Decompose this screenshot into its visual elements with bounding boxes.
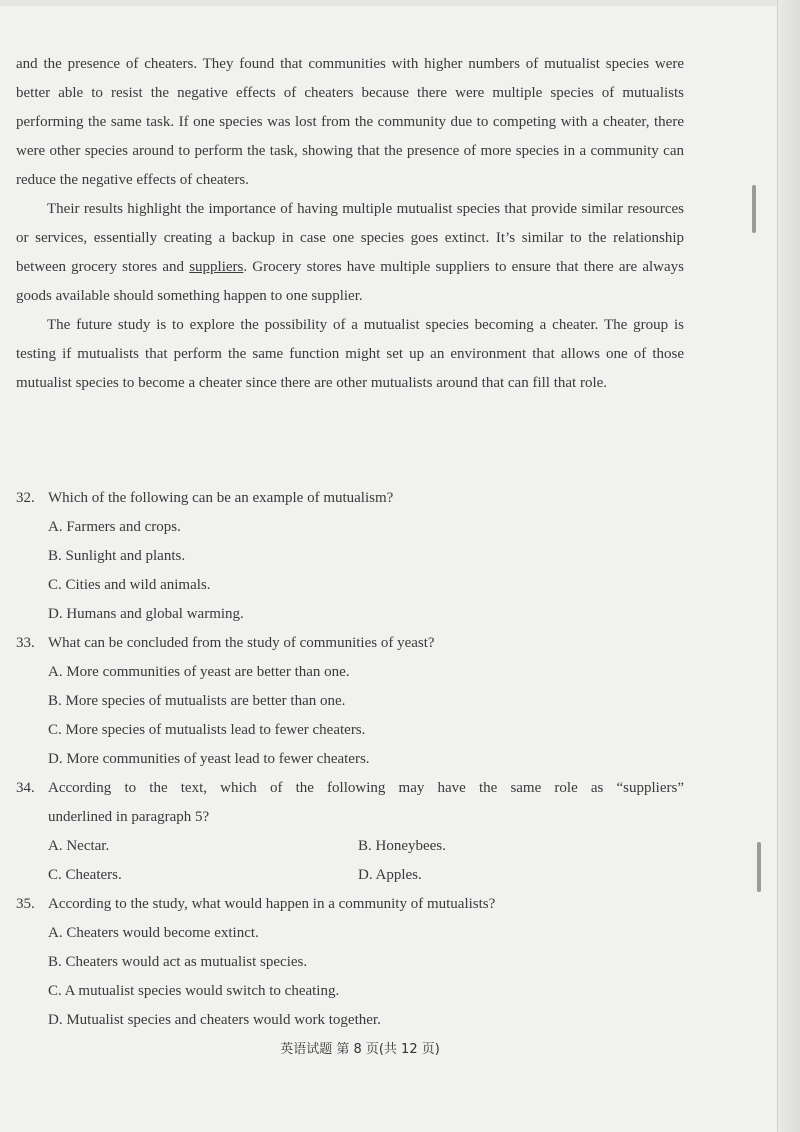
option-a[interactable]: A. Farmers and crops.	[48, 519, 181, 535]
question-33	[16, 629, 684, 774]
option-c[interactable]: C. Cities and wild animals.	[48, 577, 211, 593]
option-c[interactable]: C. Cheaters.	[48, 867, 122, 883]
option-b[interactable]: B. More species of mutualists are better than one.	[48, 693, 346, 709]
question-number: 33.	[16, 635, 35, 651]
option-a[interactable]: A. Cheaters would become extinct.	[48, 925, 259, 941]
question-32	[16, 484, 684, 629]
question-number: 34.	[16, 780, 35, 796]
binding-mark	[757, 842, 761, 892]
page-top-edge	[0, 0, 800, 6]
option-d[interactable]: D. More communities of yeast lead to fewer cheaters.	[48, 751, 370, 767]
question-stem: What can be concluded from the study of communities of yeast?	[48, 635, 435, 651]
question-stem: Which of the following can be an example of mutualism?	[48, 490, 394, 506]
option-d[interactable]: D. Apples.	[358, 867, 422, 883]
option-b[interactable]: B. Sunlight and plants.	[48, 548, 186, 564]
question-34	[16, 774, 684, 890]
option-d[interactable]: D. Mutualist species and cheaters would work together.	[48, 1012, 381, 1028]
page-right-edge	[777, 0, 800, 1132]
page-footer: 英语试题 第 8 页(共 12 页)	[280, 1042, 440, 1057]
question-stem: According to the study, what would happen in a community of mutualists?	[48, 896, 496, 912]
question-list	[16, 484, 684, 1035]
question-stem-line-2: underlined in paragraph 5?	[48, 809, 210, 825]
paragraph-2-text-end: . Grocery stores have multiple suppliers to ensure that there are always goods available should something happen to one supplier.	[16, 259, 685, 304]
option-a[interactable]: A. More communities of yeast are better than one.	[48, 664, 350, 680]
paragraph-2-text-start: Their results highlight the importance of having multiple mutualist species that provide similar resources or services, essentially creating a backup in case one species goes extinct. It’s similar to the relationship between grocery stores and	[16, 201, 684, 275]
option-c[interactable]: C. More species of mutualists lead to fewer cheaters.	[48, 722, 366, 738]
option-a[interactable]: A. Nectar.	[48, 838, 110, 854]
option-d[interactable]: D. Humans and global warming.	[48, 606, 244, 622]
question-stem-line-1: According to the text, which of the following may have the same role as “suppliers”	[48, 780, 684, 796]
passage-paragraph-1: and the presence of cheaters. They found that communities with higher numbers of mutualist species were better able to resist the negative effects of cheaters because there were multiple species of mutualists performing the same task. If one species was lost from the community due to competing with a cheater, there were other species around to perform the task, showing that the presence of more species in a community can reduce the negative effects of cheaters.	[16, 56, 684, 188]
option-b[interactable]: B. Cheaters would act as mutualist species.	[48, 954, 308, 970]
option-b[interactable]: B. Honeybees.	[358, 838, 446, 854]
question-number: 35.	[16, 896, 35, 912]
question-number: 32.	[16, 490, 35, 506]
binding-mark	[752, 185, 756, 233]
reading-passage	[16, 50, 684, 398]
option-c[interactable]: C. A mutualist species would switch to cheating.	[48, 983, 340, 999]
passage-paragraph-2	[16, 195, 684, 311]
underlined-word-suppliers: suppliers	[189, 259, 244, 275]
passage-paragraph-3: The future study is to explore the possibility of a mutualist species becoming a cheater. The group is testing if mutualists that perform the same function might set up an environment that allows one of those mutualist species to become a cheater since there are other mutualists around that can fill that role.	[16, 317, 684, 391]
question-35	[16, 890, 684, 1035]
